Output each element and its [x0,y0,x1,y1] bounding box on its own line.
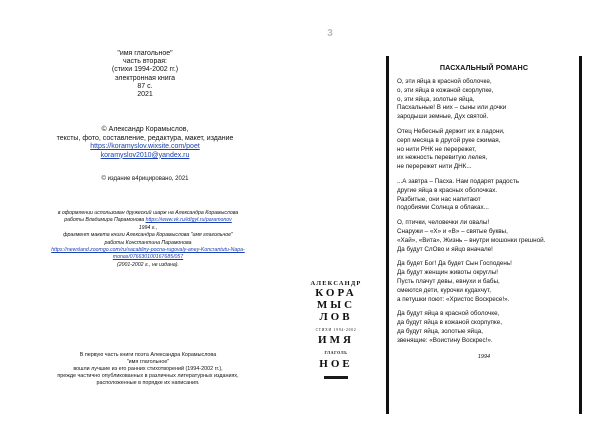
spine-subtitle: СТИХИ 1994-2002 [315,328,357,332]
meta-line: электронная книга [114,74,176,82]
spine-title-2: НОЕ [319,358,353,370]
poem-line: но нити РНК не перережет, [397,145,477,153]
meta-line: 2021 [137,91,153,99]
credits-link-2[interactable]: https://newsland.zoomgo.com/ru/sacabliny-pocna-rugovaly-aney-Koncrantutu-Napa-monas/076630100167685/057 [51,247,245,261]
credits-line: работы Константина Парамонова [104,239,192,246]
page-number: 3 [327,28,333,39]
poem-line: Да будут женщин животы округлы! [397,269,498,277]
poem-line: О, эти яйца в красной оболочке, [397,78,492,85]
spine-author: АЛЕКСАНДР [310,280,362,287]
intro-line: "имя глагольное" [126,359,170,365]
book-spine [310,272,362,414]
intro-line: прежде частично опубликованных в различных литературных изданиях, [57,373,239,379]
poem-stanza [397,178,575,213]
poem-panel [386,56,582,414]
poem-line: «Хай», «Вита», Жизнь – внутри мошонки грешной. [397,236,546,244]
poem-line: подобиями Солнца в облаках... [397,204,489,212]
credits-line: фрагмент макета книги Александра Корамыслова "имя глагольное" [63,232,233,239]
poem-stanza [397,219,575,254]
poem-title: ПАСХАЛЬНЫЙ РОМАНС [439,63,529,72]
poem-line: о, эти яйца, золотые яйца, [397,95,475,103]
edition-note: © издание в4рицировано, 2021 [101,176,189,182]
intro-line: расположенные в порядке их написания. [96,380,200,386]
poem-body [397,78,575,352]
intro-block [50,352,246,387]
intro-line: В первую часть книги поэта Александра Корамыслова [79,352,217,358]
site-link[interactable]: https://koramyslov.wixsite.com/poet [90,143,200,150]
poem-line: зародыши земные, Дух святой. [397,113,489,121]
credits-line [20,217,276,224]
copyright-block [50,126,240,160]
email-link[interactable]: koramyslov2010@yandex.ru [100,151,190,159]
poem-line: Да будут СлОво и яйцо вначале! [397,245,493,253]
poem-line: Пасхальные! В них – сыны или дочки [397,104,507,112]
poem-line: ...А завтра – Пасха. Нам подарят радость [397,177,519,185]
book-meta [50,50,240,99]
poem-stanza [397,78,575,122]
poem-line: да будут яйца, золотые яйца, [397,327,484,335]
poem-line: да будут яйца в кожаной скорлупке, [397,319,502,327]
poem-line: смеются дети, курочки кудахчут, [397,286,491,294]
credits-line: (2001-2002 г., не издана). [117,261,179,268]
poem-line: Да будут яйца в красной оболочке, [397,310,500,318]
spine-name-line: МЫС [316,299,356,311]
poem-line: их нежность перевитую лелея, [397,154,488,162]
right-page [370,0,600,425]
meta-line: часть вторая: [123,58,167,66]
poem-year: 1994 [477,354,491,360]
copyright-roles: тексты, фото, составление, редактура, макет, издание [56,134,234,142]
spine-mid: ГЛАГОЛЬ [324,350,348,355]
poem-line: Снаружи – «Х» и «В» – святые буквы, [397,227,508,235]
intro-line: вошли лучшие из его ранних стихотворений (1994-2002 гг.), [73,366,223,372]
poem-line: Разбитые, они нас напитают [397,195,481,203]
poem-line: О, птички, человечки ли овалы! [397,219,490,227]
credits-line: 1994 г., [138,224,158,231]
poem-line: Да будет Бог! Да будет Сын Господень! [397,260,512,268]
poem-line: не перережет нити ДНК... [397,163,472,171]
credits-block [20,210,276,269]
poem-line: серп месяца в другой руке сжимая, [397,136,501,144]
poem-stanza [397,310,575,345]
credits-link[interactable]: https://www.vk.ru/id/gyl.ru/paramonov [145,217,232,224]
poem-stanza [397,260,575,304]
copyright-line: © Александр Корамыслов, [101,126,189,133]
spine-name-line: КОРА [315,287,357,299]
poem-line: Отец Небесный держит их в ладони, [397,127,505,135]
credits-prefix: работы Владимира Парамонова [64,217,145,224]
meta-line: "имя глагольное" [117,50,173,57]
left-page [0,0,296,425]
poem-line: а петушки поют: «Христос Воскресе!». [397,295,510,303]
credits-line: в оформлении использован дружеский шарж на Александра Корамыслова [57,210,239,216]
meta-line: 87 с. [137,82,153,90]
spine-title-1: ИМЯ [318,334,354,346]
poem-line: другие яйца в красных оболочках. [397,186,498,194]
poem-line: о, эти яйца в кожаной скорлупке, [397,86,494,94]
poem-line: Пусть плачут девы, евнухи и бабы, [397,277,500,285]
meta-line: (стихи 1994-2002 гг.) [111,66,179,74]
poem-stanza [397,128,575,172]
poem-line: звенящие: «Воистину Воскрес!». [397,336,493,344]
spine-name-line: ЛОВ [319,311,353,323]
spine-bar [324,376,348,379]
